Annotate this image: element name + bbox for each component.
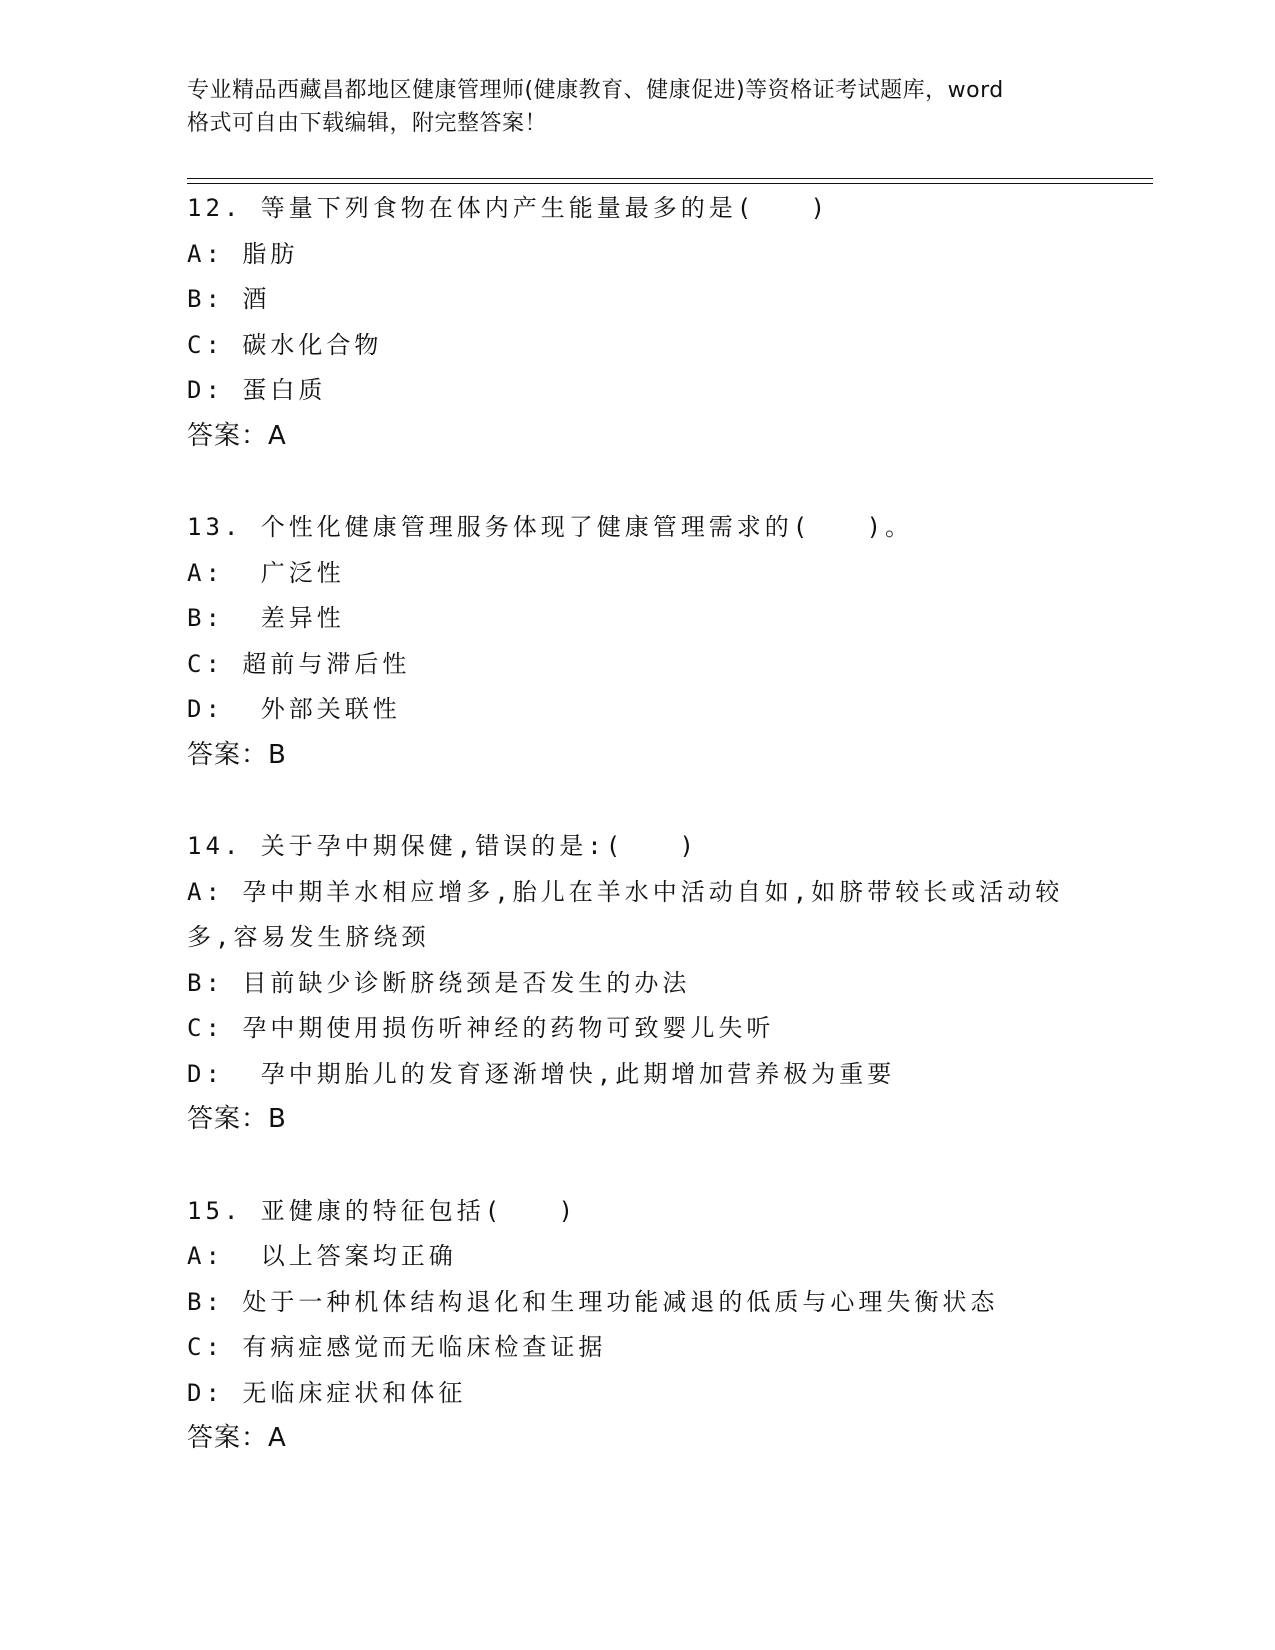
option-d: D: 外部关联性 <box>187 695 401 723</box>
option-a: A: 广泛性 <box>187 558 345 587</box>
header-divider-bottom <box>187 183 1153 184</box>
question-12 <box>187 186 1087 459</box>
header-line-1: 专业精品西藏昌都地区健康管理师(健康教育、健康促进)等资格证考试题库，word <box>187 78 1004 103</box>
question-stem: 12. 等量下列食物在体内产生能量最多的是( ) <box>187 194 830 222</box>
question-stem: 14. 关于孕中期保健,错误的是:( ) <box>187 832 698 860</box>
option-c: C: 有病症感觉而无临床检查证据 <box>187 1333 607 1361</box>
option-b: B: 差异性 <box>187 604 345 632</box>
question-stem: 15. 亚健康的特征包括( ) <box>187 1196 578 1225</box>
question-stem: 13. 个性化健康管理服务体现了健康管理需求的( )。 <box>187 513 914 541</box>
option-d: D: 蛋白质 <box>187 376 327 404</box>
option-c: C: 孕中期使用损伤听神经的药物可致婴儿失听 <box>187 1014 775 1042</box>
question-13 <box>187 505 1087 778</box>
question-list <box>187 186 1087 1508</box>
answer-label: 答案：A <box>187 1423 287 1453</box>
option-a: A: 孕中期羊水相应增多,胎儿在羊水中活动自如,如脐带较长或活动较多,容易发生脐绕颈 <box>187 877 1064 951</box>
header-line-2: 格式可自由下载编辑，附完整答案！ <box>187 111 548 136</box>
option-d: D: 无临床症状和体征 <box>187 1378 467 1407</box>
header-divider-top <box>187 178 1153 179</box>
option-b: B: 目前缺少诊断脐绕颈是否发生的办法 <box>187 968 691 997</box>
option-b: B: 处于一种机体结构退化和生理功能减退的低质与心理失衡状态 <box>187 1287 999 1316</box>
option-b: B: 酒 <box>187 285 271 313</box>
question-15 <box>187 1189 1087 1462</box>
document-header <box>187 74 1087 140</box>
answer-label: 答案：A <box>187 420 287 451</box>
option-a: A: 以上答案均正确 <box>187 1242 457 1270</box>
answer-label: 答案：B <box>187 1104 287 1134</box>
answer-label: 答案：B <box>187 739 287 770</box>
question-14 <box>187 824 1087 1143</box>
option-d: D: 孕中期胎儿的发育逐渐增快,此期增加营养极为重要 <box>187 1059 896 1088</box>
option-c: C: 超前与滞后性 <box>187 649 411 678</box>
option-c: C: 碳水化合物 <box>187 330 383 359</box>
option-a: A: 脂肪 <box>187 239 299 268</box>
